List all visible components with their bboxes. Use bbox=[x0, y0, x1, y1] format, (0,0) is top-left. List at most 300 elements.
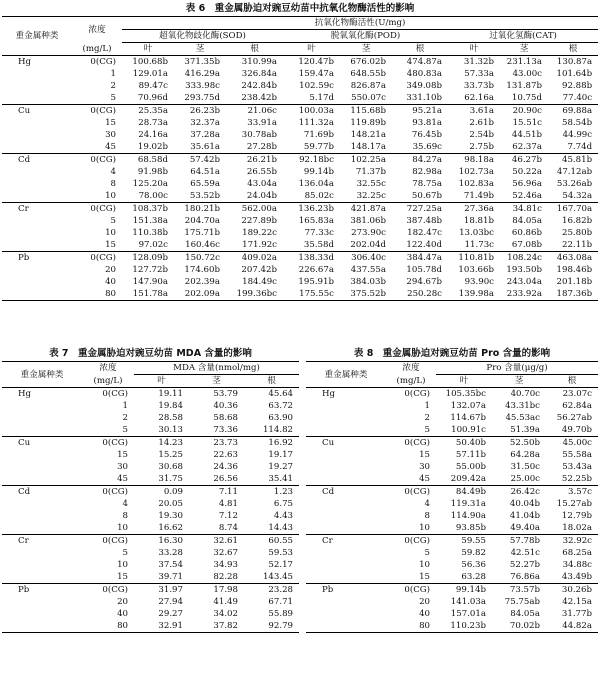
value-cell: 31.50c bbox=[510, 462, 540, 472]
value-cell: 114.90a bbox=[450, 511, 486, 521]
value-cell: 19.27 bbox=[268, 462, 294, 472]
value-cell: 52.25b bbox=[561, 474, 592, 484]
value-cell: 227.89b bbox=[241, 216, 277, 226]
value-cell: 32.25c bbox=[356, 191, 386, 201]
value-cell: 16.62 bbox=[158, 523, 183, 533]
value-cell: 30.68 bbox=[158, 462, 183, 472]
table-row bbox=[306, 584, 598, 597]
value-cell: 151.78a bbox=[132, 289, 168, 299]
table-row bbox=[306, 400, 598, 412]
value-cell: 143.45 bbox=[262, 572, 294, 582]
header-part: 根 bbox=[568, 44, 578, 54]
value-cell: 2.61b bbox=[469, 118, 494, 128]
metal-cell: Pb bbox=[306, 584, 386, 597]
header-part: 叶 bbox=[157, 376, 166, 386]
conc-cell: 45 bbox=[419, 474, 430, 484]
conc-cell: 80 bbox=[419, 621, 430, 631]
value-cell: 43.00c bbox=[512, 69, 542, 79]
conc-cell: 15 bbox=[105, 118, 116, 128]
table-row bbox=[2, 388, 299, 401]
header-conc: 浓度 bbox=[402, 363, 420, 374]
value-cell: 55.89 bbox=[268, 609, 294, 619]
value-cell: 100.91c bbox=[451, 425, 486, 435]
table-row bbox=[2, 522, 299, 535]
metal-cell bbox=[2, 473, 82, 486]
value-cell: 57.33a bbox=[464, 69, 494, 79]
value-cell: 89.47c bbox=[138, 81, 168, 91]
value-cell: 23.07c bbox=[562, 389, 592, 399]
value-cell: 174.60b bbox=[184, 265, 220, 275]
value-cell: 33.91a bbox=[247, 118, 277, 128]
value-cell: 68.25a bbox=[562, 548, 592, 558]
value-cell: 32.92c bbox=[546, 535, 598, 548]
value-cell: 167.70a bbox=[548, 203, 598, 216]
value-cell: 198.46b bbox=[556, 265, 593, 275]
value-cell: 463.08a bbox=[548, 252, 598, 265]
table-row bbox=[2, 535, 299, 548]
value-cell: 148.21a bbox=[350, 130, 386, 140]
table-row bbox=[2, 178, 598, 190]
pro-content-table bbox=[306, 361, 598, 633]
metal-cell: Cu bbox=[306, 437, 386, 450]
value-cell: 136.04a bbox=[298, 179, 334, 189]
value-cell: 151.38a bbox=[132, 216, 168, 226]
value-cell: 150.72c bbox=[174, 252, 226, 265]
table-row bbox=[2, 547, 299, 559]
metal-cell bbox=[306, 461, 386, 473]
value-cell: 52.17 bbox=[268, 560, 294, 570]
value-cell: 22.63 bbox=[213, 450, 238, 460]
value-cell: 70.96d bbox=[137, 93, 168, 103]
value-cell: 50.40b bbox=[436, 437, 492, 450]
metal-cell bbox=[2, 141, 72, 154]
value-cell: 147.90a bbox=[132, 277, 168, 287]
table-row bbox=[306, 449, 598, 461]
value-cell: 62.16a bbox=[464, 93, 494, 103]
value-cell: 45.64 bbox=[268, 389, 294, 399]
value-cell: 84.49b bbox=[436, 486, 492, 499]
value-cell: 73.36 bbox=[213, 425, 238, 435]
value-cell: 3.57c bbox=[546, 486, 598, 499]
table-row bbox=[2, 596, 299, 608]
value-cell: 57.42b bbox=[174, 154, 226, 167]
conc-cell: 0(CG) bbox=[82, 486, 134, 499]
value-cell: 82.98a bbox=[412, 167, 442, 177]
value-cell: 95.21a bbox=[392, 105, 448, 118]
value-cell: 34.93 bbox=[213, 560, 238, 570]
value-cell: 22.11b bbox=[561, 240, 593, 250]
table-row bbox=[2, 608, 299, 620]
value-cell: 120.47b bbox=[298, 57, 334, 67]
value-cell: 53.52b bbox=[189, 191, 220, 201]
conc-cell: 15 bbox=[419, 450, 430, 460]
conc-cell: 10 bbox=[419, 523, 430, 533]
value-cell: 58.54b bbox=[561, 118, 593, 128]
metal-cell: Cr bbox=[306, 535, 386, 548]
value-cell: 63.28 bbox=[461, 572, 486, 582]
value-cell: 310.99a bbox=[241, 57, 277, 67]
table-8 bbox=[306, 346, 598, 633]
value-cell: 29.27 bbox=[158, 609, 183, 619]
value-cell: 50.22a bbox=[512, 167, 542, 177]
conc-cell: 0(CG) bbox=[72, 252, 122, 265]
value-cell: 62.84a bbox=[562, 401, 592, 411]
value-cell: 157.01a bbox=[450, 609, 486, 619]
value-cell: 40.70c bbox=[510, 389, 540, 399]
value-cell: 139.98a bbox=[458, 289, 494, 299]
value-cell: 44.82a bbox=[562, 621, 592, 631]
metal-cell bbox=[2, 498, 82, 510]
metal-cell bbox=[2, 276, 72, 288]
value-cell: 11.73c bbox=[464, 240, 494, 250]
value-cell: 387.48b bbox=[406, 216, 442, 226]
conc-cell: 80 bbox=[117, 621, 128, 631]
value-cell: 648.55b bbox=[350, 69, 386, 79]
conc-cell: 30 bbox=[419, 462, 430, 472]
table-8-caption: 表 8 重金属胁迫对豌豆幼苗 Pro 含量的影响 bbox=[353, 348, 551, 359]
table-row bbox=[2, 68, 598, 80]
conc-cell: 10 bbox=[105, 228, 116, 238]
table-row bbox=[306, 473, 598, 486]
header-conc-unit: (mg/L) bbox=[93, 375, 123, 386]
table-row bbox=[2, 129, 598, 141]
value-cell: 193.50b bbox=[506, 265, 542, 275]
metal-cell bbox=[2, 400, 82, 412]
value-cell: 77.33c bbox=[304, 228, 334, 238]
value-cell: 15.25 bbox=[158, 450, 183, 460]
header-part: 根 bbox=[415, 44, 425, 54]
value-cell: 676.02b bbox=[350, 57, 386, 67]
value-cell: 195.91b bbox=[298, 277, 334, 287]
conc-cell: 8 bbox=[424, 511, 430, 521]
value-cell: 27.28b bbox=[246, 142, 277, 152]
table-row bbox=[306, 437, 598, 450]
conc-cell: 8 bbox=[110, 179, 116, 189]
conc-cell: 0(CG) bbox=[72, 105, 122, 118]
metal-cell bbox=[2, 117, 72, 129]
value-cell: 32.37a bbox=[190, 118, 220, 128]
table-row bbox=[306, 547, 598, 559]
header-metal: 重金属种类 bbox=[2, 362, 82, 388]
value-cell: 42.51c bbox=[510, 548, 540, 558]
value-cell: 32.67 bbox=[213, 548, 238, 558]
conc-cell: 0(CG) bbox=[82, 584, 134, 597]
conc-cell: 5 bbox=[122, 425, 128, 435]
metal-cell bbox=[2, 80, 72, 92]
value-cell: 32.55c bbox=[356, 179, 386, 189]
value-cell: 67.71 bbox=[268, 597, 294, 607]
value-cell: 85.02c bbox=[304, 191, 334, 201]
table-row bbox=[2, 571, 299, 584]
value-cell: 131.87b bbox=[506, 81, 542, 91]
table-row bbox=[306, 461, 598, 473]
conc-cell: 0(CG) bbox=[386, 437, 436, 450]
value-cell: 78.00c bbox=[138, 191, 168, 201]
value-cell: 243.04a bbox=[506, 277, 542, 287]
conc-cell: 0(CG) bbox=[386, 486, 436, 499]
value-cell: 57.11b bbox=[455, 450, 486, 460]
metal-cell bbox=[306, 510, 386, 522]
metal-cell bbox=[2, 461, 82, 473]
value-cell: 209.42a bbox=[450, 474, 486, 484]
value-cell: 32.91 bbox=[158, 621, 183, 631]
value-cell: 92.79 bbox=[268, 621, 294, 631]
value-cell: 384.03b bbox=[350, 277, 386, 287]
metal-cell bbox=[306, 522, 386, 535]
value-cell: 47.12ab bbox=[556, 167, 593, 177]
value-cell: 53.43a bbox=[562, 462, 592, 472]
conc-cell: 15 bbox=[117, 572, 128, 582]
value-cell: 37.54 bbox=[158, 560, 183, 570]
value-cell: 480.83a bbox=[406, 69, 442, 79]
value-cell: 103.66b bbox=[458, 265, 494, 275]
conc-cell: 15 bbox=[105, 240, 116, 250]
metal-cell bbox=[306, 620, 386, 633]
value-cell: 19.11 bbox=[158, 389, 183, 399]
value-cell: 110.38b bbox=[132, 228, 168, 238]
table-row bbox=[2, 190, 598, 203]
metal-cell: Hg bbox=[322, 389, 335, 399]
table-row bbox=[2, 473, 299, 486]
value-cell: 102.25a bbox=[340, 154, 392, 167]
value-cell: 349.08b bbox=[406, 81, 442, 91]
header-mda-content: MDA 含量(nmol/mg) bbox=[134, 362, 299, 375]
value-cell: 58.68 bbox=[213, 413, 238, 423]
value-cell: 76.86a bbox=[510, 572, 540, 582]
value-cell: 25.35a bbox=[122, 105, 174, 118]
value-cell: 39.71 bbox=[158, 572, 183, 582]
conc-cell: 0(CG) bbox=[90, 57, 116, 67]
value-cell: 293.75d bbox=[184, 93, 220, 103]
metal-cell bbox=[306, 559, 386, 571]
value-cell: 27.94 bbox=[158, 597, 183, 607]
value-cell: 226.67a bbox=[298, 265, 334, 275]
value-cell: 7.74d bbox=[567, 142, 593, 152]
value-cell: 54.32a bbox=[562, 191, 593, 201]
value-cell: 24.16a bbox=[138, 130, 168, 140]
value-cell: 111.32a bbox=[298, 118, 334, 128]
value-cell: 562.00a bbox=[226, 203, 283, 216]
conc-cell: 4 bbox=[424, 499, 430, 509]
conc-cell: 0(CG) bbox=[82, 437, 134, 450]
header-part: 茎 bbox=[361, 44, 371, 54]
conc-cell: 10 bbox=[105, 191, 116, 201]
table-row bbox=[2, 154, 598, 167]
conc-cell: 5 bbox=[424, 425, 430, 435]
value-cell: 92.18bc bbox=[283, 154, 340, 167]
value-cell: 189.22c bbox=[242, 228, 277, 238]
metal-cell bbox=[2, 190, 72, 203]
table-row bbox=[2, 620, 299, 633]
conc-cell: 15 bbox=[117, 450, 128, 460]
value-cell: 51.39a bbox=[510, 425, 540, 435]
metal-cell bbox=[2, 227, 72, 239]
table-row bbox=[2, 437, 299, 450]
metal-cell bbox=[306, 424, 386, 437]
metal-cell bbox=[2, 92, 72, 105]
metal-cell bbox=[2, 166, 72, 178]
value-cell: 59.77b bbox=[303, 142, 334, 152]
metal-cell: Pb bbox=[2, 584, 82, 597]
conc-cell: 4 bbox=[110, 167, 116, 177]
metal-cell bbox=[306, 498, 386, 510]
table-7 bbox=[2, 346, 299, 633]
value-cell: 294.67b bbox=[406, 277, 442, 287]
table-row bbox=[306, 510, 598, 522]
value-cell: 65.59a bbox=[190, 179, 220, 189]
conc-cell: 30 bbox=[117, 462, 128, 472]
value-cell: 28.73a bbox=[138, 118, 168, 128]
value-cell: 17.98 bbox=[189, 584, 244, 597]
value-cell: 91.98b bbox=[137, 167, 168, 177]
value-cell: 46.27b bbox=[500, 154, 548, 167]
value-cell: 115.68b bbox=[340, 105, 392, 118]
header-pro-content: Pro 含量(μg/g) bbox=[436, 362, 598, 375]
value-cell: 165.83a bbox=[298, 216, 334, 226]
value-cell: 67.08b bbox=[511, 240, 542, 250]
header-conc-unit: (mg/L) bbox=[82, 43, 112, 54]
value-cell: 35.61a bbox=[190, 142, 220, 152]
value-cell: 99.14b bbox=[436, 584, 492, 597]
value-cell: 15.27ab bbox=[556, 499, 592, 509]
metal-cell: Cu bbox=[2, 105, 72, 118]
value-cell: 4.43 bbox=[273, 511, 294, 521]
conc-cell: 0(CG) bbox=[72, 154, 122, 167]
conc-cell: 5 bbox=[424, 548, 430, 558]
value-cell: 37.28a bbox=[190, 130, 220, 140]
table-row bbox=[2, 510, 299, 522]
header-metal: 重金属种类 bbox=[306, 362, 386, 388]
table-row bbox=[2, 288, 598, 301]
value-cell: 73.57b bbox=[492, 584, 546, 597]
value-cell: 100.03a bbox=[283, 105, 340, 118]
value-cell: 102.59c bbox=[299, 81, 334, 91]
header-metal: 重金属种类 bbox=[2, 17, 72, 56]
value-cell: 28.58 bbox=[158, 413, 183, 423]
value-cell: 187.36b bbox=[556, 289, 593, 299]
conc-cell: 80 bbox=[105, 289, 116, 299]
table-row bbox=[306, 486, 598, 499]
value-cell: 100.68b bbox=[132, 57, 168, 67]
value-cell: 18.81b bbox=[463, 216, 494, 226]
value-cell: 56.36 bbox=[461, 560, 486, 570]
conc-cell: 1 bbox=[122, 401, 128, 411]
value-cell: 138.33d bbox=[283, 252, 340, 265]
value-cell: 160.46c bbox=[185, 240, 220, 250]
conc-cell: 10 bbox=[419, 560, 430, 570]
value-cell: 44.99c bbox=[562, 130, 593, 140]
value-cell: 56.27ab bbox=[556, 413, 592, 423]
conc-cell: 30 bbox=[105, 130, 116, 140]
value-cell: 416.29a bbox=[184, 69, 220, 79]
value-cell: 16.82b bbox=[561, 216, 593, 226]
value-cell: 76.45b bbox=[411, 130, 442, 140]
value-cell: 826.87a bbox=[350, 81, 386, 91]
conc-cell: 20 bbox=[419, 597, 430, 607]
table-6-caption: 表 6 重金属胁迫对豌豆幼苗中抗氧化物酶活性的影响 bbox=[185, 3, 415, 14]
table-row bbox=[306, 535, 598, 548]
header-part: 叶 bbox=[469, 44, 479, 54]
conc-cell: 2 bbox=[424, 413, 430, 423]
table-row bbox=[306, 388, 598, 401]
value-cell: 52.27b bbox=[509, 560, 540, 570]
value-cell: 57.78b bbox=[492, 535, 546, 548]
value-cell: 77.40c bbox=[562, 93, 593, 103]
header-conc-unit: (mg/L) bbox=[396, 375, 426, 386]
metal-cell bbox=[2, 68, 72, 80]
metal-cell bbox=[306, 608, 386, 620]
value-cell: 19.30 bbox=[158, 511, 183, 521]
value-cell: 727.25a bbox=[392, 203, 448, 216]
value-cell: 19.02b bbox=[137, 142, 168, 152]
metal-cell bbox=[2, 449, 82, 461]
metal-cell bbox=[2, 547, 82, 559]
value-cell: 101.64b bbox=[556, 69, 593, 79]
header-sod: 超氧化物歧化酶(SOD) bbox=[122, 30, 283, 43]
value-cell: 25.00c bbox=[510, 474, 540, 484]
value-cell: 14.43 bbox=[268, 523, 294, 533]
metal-cell bbox=[2, 522, 82, 535]
value-cell: 75.75ab bbox=[504, 597, 540, 607]
value-cell: 207.42b bbox=[241, 265, 277, 275]
value-cell: 60.55 bbox=[244, 535, 299, 548]
value-cell: 56.96a bbox=[512, 179, 542, 189]
value-cell: 159.47a bbox=[298, 69, 334, 79]
header-part: 叶 bbox=[143, 44, 153, 54]
value-cell: 84.05a bbox=[510, 609, 540, 619]
conc-cell: 10 bbox=[117, 560, 128, 570]
metal-cell: Cr bbox=[2, 535, 82, 548]
value-cell: 23.73 bbox=[189, 437, 244, 450]
value-cell: 55.58a bbox=[562, 450, 592, 460]
metal-cell bbox=[2, 264, 72, 276]
value-cell: 0.09 bbox=[134, 486, 189, 499]
value-cell: 250.28c bbox=[407, 289, 442, 299]
value-cell: 8.74 bbox=[218, 523, 238, 533]
table-row bbox=[2, 92, 598, 105]
value-cell: 371.35b bbox=[184, 57, 220, 67]
metal-cell bbox=[306, 473, 386, 486]
value-cell: 59.82 bbox=[461, 548, 486, 558]
value-cell: 16.92 bbox=[244, 437, 299, 450]
value-cell: 26.42c bbox=[492, 486, 546, 499]
value-cell: 45.53ac bbox=[505, 413, 540, 423]
value-cell: 114.67b bbox=[450, 413, 486, 423]
value-cell: 6.75 bbox=[273, 499, 294, 509]
value-cell: 128.09b bbox=[122, 252, 174, 265]
value-cell: 31.77b bbox=[561, 609, 592, 619]
header-part: 根 bbox=[567, 376, 577, 386]
conc-cell: 0(CG) bbox=[72, 203, 122, 216]
conc-cell: 0(CG) bbox=[386, 535, 436, 548]
value-cell: 242.84b bbox=[241, 81, 277, 91]
conc-cell: 0(CG) bbox=[386, 584, 436, 597]
value-cell: 33.73b bbox=[463, 81, 494, 91]
table-row bbox=[2, 584, 299, 597]
value-cell: 114.82 bbox=[262, 425, 294, 435]
conc-cell: 40 bbox=[117, 609, 128, 619]
value-cell: 30.26b bbox=[546, 584, 598, 597]
metal-cell: Hg bbox=[18, 57, 31, 67]
value-cell: 105.78d bbox=[406, 265, 442, 275]
header-part: 叶 bbox=[307, 44, 316, 54]
header-part: 茎 bbox=[519, 44, 529, 54]
table-7-caption: 表 7 重金属胁迫对豌豆幼苗 MDA 含量的影响 bbox=[49, 348, 252, 359]
value-cell: 49.70b bbox=[561, 425, 592, 435]
metal-cell: Cu bbox=[2, 437, 82, 450]
metal-cell bbox=[306, 412, 386, 424]
value-cell: 84.05a bbox=[512, 216, 542, 226]
